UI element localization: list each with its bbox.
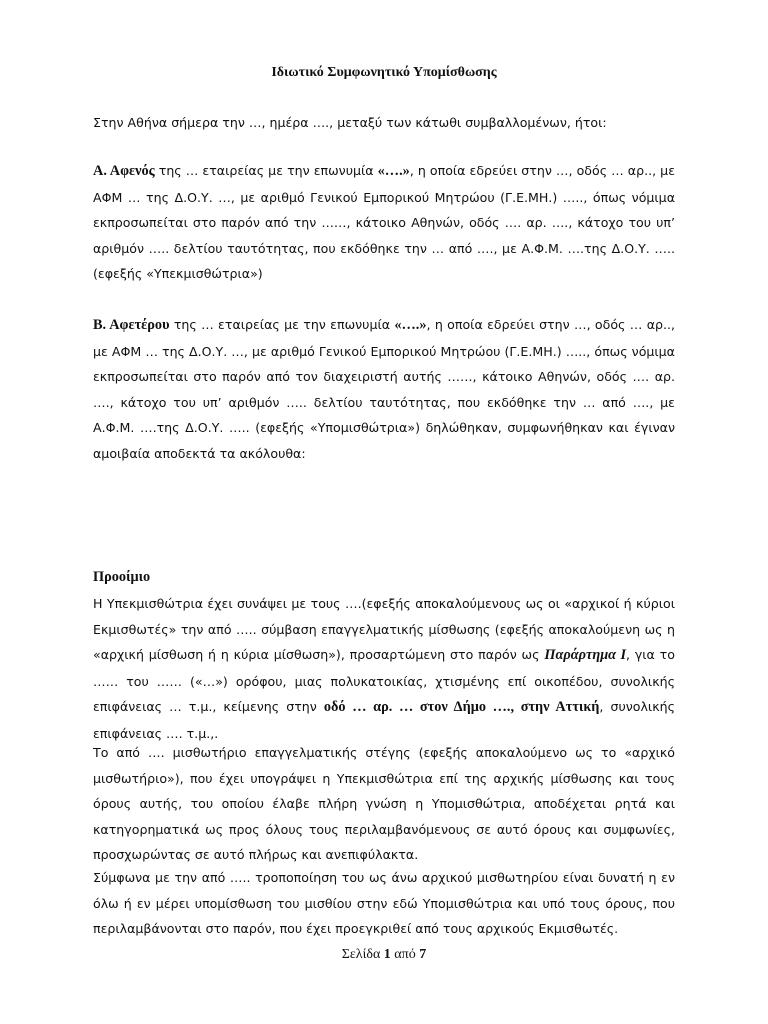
preamble-heading: Προοίμιο	[93, 569, 151, 585]
page-total: 7	[419, 947, 427, 962]
page-label: Σελίδα	[341, 947, 381, 962]
preamble-p1-text-a: Η Υπεκμισθώτρια έχει συνάψει με τους ….(εφεξής αποκαλούμενους ως οι «αρχικοί ή κύριοι Εκμισθωτές» την από ….. σύμβαση επαγγελματικής μίσθωσης (εφεξής αποκαλούμενη ως η «αρχική μίσθωση ή η κύρια μίσθωση»), προσαρτώμενη στο παρόν ως	[93, 596, 675, 663]
preamble-paragraph-2: Το από …. μισθωτήριο επαγγελματικής στέγης (εφεξής αποκαλούμενο ως το «αρχικό μισθωτήριο»), που έχει υπογράψει η Υπεκμισθώτρια επί της αρχικής μίσθωσης και τους όρους αυτής, του οποίου έλαβε πλήρη γνώση η Υπομισθώτρια, αποδέχεται ρητά και κατηγορηματικά ως προς όλους τους περιλαμβανόμενους σε αυτό όρους και συμφωνίες, προσχωρώντας σε αυτό πλήρως και ανεπιφύλακτα.	[93, 745, 675, 863]
party-a-label: Α. Αφενός	[93, 163, 155, 179]
party-a-company-name: «….»	[377, 163, 410, 179]
party-a-text-1: της … εταιρείας με την επωνυμία	[154, 163, 378, 178]
page-of-label: από	[394, 947, 416, 962]
preamble-p1-text-b: , για το …… του …… («…») ορόφου, μιας πολυκατοικίας, χτισμένης επί οικοπέδου, συνολικής επιφάνειας … τ.μ., κείμενης στην	[93, 647, 675, 715]
party-b-company-name: «….»	[394, 317, 427, 333]
intro-paragraph: Στην Αθήνα σήμερα την …, ημέρα …., μεταξύ των κάτωθι συμβαλλομένων, ήτοι:	[93, 115, 607, 130]
preamble-paragraph-3: Σύμφωνα με την από ….. τροποποίηση του ως άνω αρχικού μισθωτηρίου είναι δυνατή η εν όλω ή εν μέρει υπομίσθωση του μισθίου στην εδώ Υπομισθώτρια και υπό τους όρους, που περιλαμβάνονται στο παρόν, που έχει προεγκριθεί από τους αρχικούς Εκμισθωτές.	[93, 870, 675, 937]
document-title: Ιδιωτικό Συμφωνητικό Υπομίσθωσης	[271, 65, 497, 80]
party-b-label: Β. Αφετέρου	[93, 317, 170, 333]
party-b-text-2: , η οποία εδρεύει στην …, οδός … αρ.., με ΑΦΜ … της Δ.Ο.Υ. …, με αριθμό Γενικού Εμπορικού Μητρώου (Γ.Ε.ΜΗ.) ….., όπως νόμιμα εκπροσωπείται στο παρόν από τον διαχειριστή αυτής ……, κάτοικο Αθηνών, οδός …. αρ. …., κάτοχο του υπ’ αριθμόν ….. δελτίου ταυτότητας, που εκδόθηκε την … από …., με Α.Φ.Μ. ….της Δ.Ο.Υ. ….. (εφεξής «Υπομισθώτρια») δηλώθηκαν, συμφωνήθηκαν και έγιναν αμοιβαία αποδεκτά τα ακόλουθα:	[93, 317, 675, 461]
preamble-p1-text-c: , συνολικής επιφάνειας …. τ.μ.,.	[93, 699, 675, 741]
page-number: 1	[383, 947, 391, 962]
annex-reference: Παράρτημα Ι	[544, 647, 627, 664]
page-footer	[0, 945, 768, 965]
party-a-paragraph	[93, 158, 675, 287]
property-address: οδό … αρ. … στον Δήμο …., στην Αττική	[323, 699, 600, 716]
party-b-text-1: της … εταιρείας με την επωνυμία	[169, 317, 395, 332]
party-a-text-2: , η οποία εδρεύει στην …, οδός … αρ.., με ΑΦΜ … της Δ.Ο.Υ. …, με αριθμό Γενικού Εμπορικού Μητρώου (Γ.Ε.ΜΗ.) ….., όπως νόμιμα εκπροσωπείται στο παρόν από την ……, κάτοικο Αθηνών, οδός …. αρ. …., κάτοχο του υπ’ αριθμόν ….. δελτίου ταυτότητας, που εκδόθηκε την … από …., με Α.Φ.Μ. ….της Δ.Ο.Υ. ….. (εφεξής «Υπεκμισθώτρια»)	[93, 163, 675, 282]
party-b-paragraph	[93, 312, 675, 467]
preamble-paragraph-1	[93, 591, 675, 747]
